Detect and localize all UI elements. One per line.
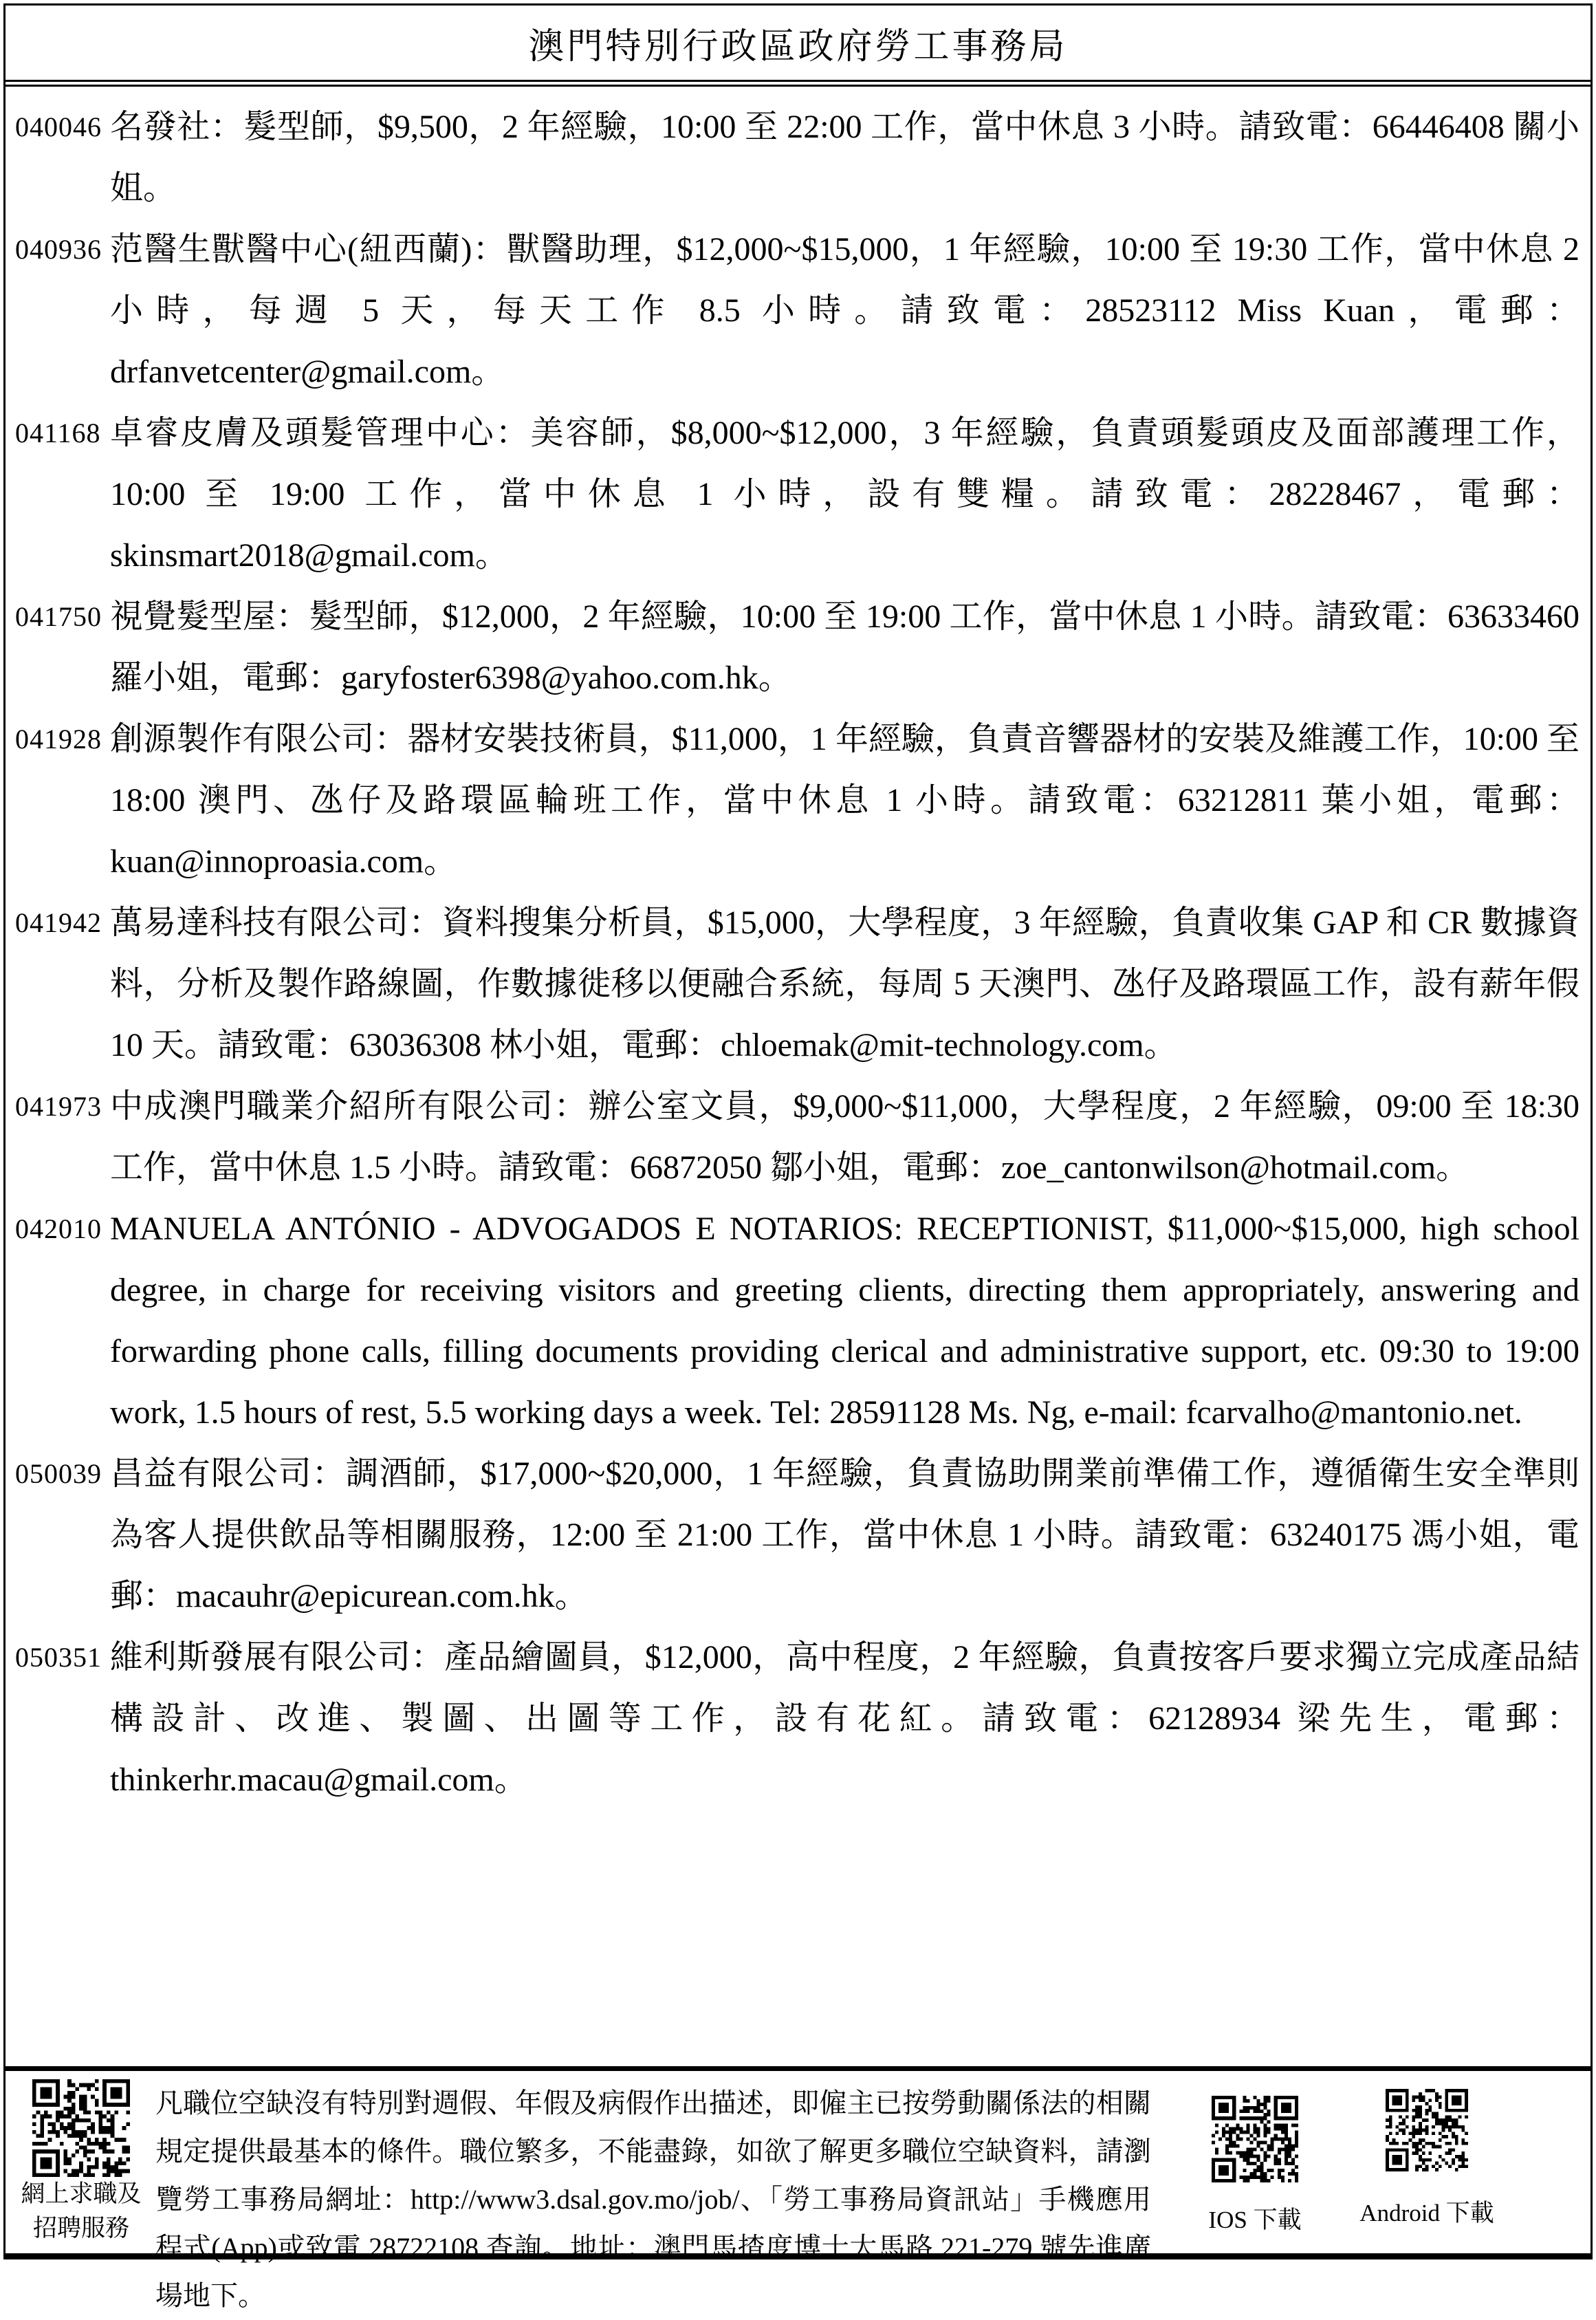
job-id: 040936 (15, 234, 102, 265)
job-id: 041942 (15, 907, 102, 938)
job-id: 050039 (15, 1458, 102, 1489)
online-service-block (14, 2079, 149, 2249)
job-description: 視覺髮型屋：髮型師，$12,000，2 年經驗，10:00 至 19:00 工作，當中休息 1 小時。請致電：63633460 羅小姐，電郵：garyfoster6398@yahoo.com.hk。 (110, 598, 1579, 696)
footer-notice: 凡職位空缺沒有特別對週假、年假及病假作出描述，即僱主已按勞動關係法的相關規定提供最基本的條件。職位繁多，不能盡錄，如欲了解更多職位空缺資料，請瀏覽勞工事務局網址：http://www3.dsal.gov.mo/job/、「勞工事務局資訊站」手機應用程式(App)或致電 28722108 查詢。地址：澳門馬揸度博士大馬路 221-279 號先進廣場地下。 (155, 2088, 1151, 2311)
ios-download-caption: IOS 下載 (1208, 2207, 1302, 2233)
job-listing-row (15, 586, 1579, 708)
online-service-caption-line2: 招聘服務 (32, 2215, 129, 2242)
qr-code-ios-download-icon (1212, 2096, 1298, 2182)
job-description: MANUELA ANTÓNIO - ADVOGADOS E NOTARIOS: RECEPTIONIST, $11,000~$15,000, high school degree, in charge for receiving visitors and greeting clients, directing them appropriately, answering and forwarding phone calls, filling documents providing clerical and administrative support, etc. 09:30 to 19:00 work, 1.5 hours of rest, 5.5 working days a week. Tel: 28591128 Ms. Ng, e-mail: fcarvalho@mantonio.net. (110, 1211, 1579, 1431)
online-service-caption-line1: 網上求職及 (21, 2180, 142, 2207)
qr-code-android-download-icon (1386, 2089, 1468, 2171)
job-listing-row (15, 1627, 1579, 1810)
job-description: 創源製作有限公司：器材安裝技術員，$11,000，1 年經驗，負責音響器材的安裝及維護工作，10:00 至 18:00 澳門、氹仔及路環區輪班工作，當中休息 1 小時。請致電：63212811 葉小姐，電郵：kuan@innoproasia.com。 (110, 721, 1579, 880)
job-description: 維利斯發展有限公司：產品繪圖員，$12,000，高中程度，2 年經驗，負責按客戶要求獨立完成產品結構設計、改進、製圖、出圖等工作，設有花紅。請致電：62128934 梁先生，電郵：thinkerhr.macau@gmail.com。 (110, 1639, 1579, 1798)
job-id: 050351 (15, 1642, 102, 1673)
job-description: 昌益有限公司：調酒師，$17,000~$20,000，1 年經驗，負責協助開業前準備工作，遵循衛生安全準則為客人提供飲品等相關服務，12:00 至 21:00 工作，當中休息 1 小時。請致電：63240175 馮小姐，電郵：macauhr@epicurean.com.hk。 (110, 1455, 1579, 1614)
job-listing-row (15, 708, 1579, 892)
job-listing-row (15, 1076, 1579, 1198)
footer (6, 2066, 1590, 2311)
job-id: 041168 (15, 418, 101, 448)
job-id: 041750 (15, 601, 102, 632)
android-download-block (1341, 2079, 1513, 2249)
page-title: 澳門特別行政區政府勞工事務局 (528, 27, 1068, 67)
job-description: 中成澳門職業介紹所有限公司：辦公室文員，$9,000~$11,000，大學程度，2 年經驗，09:00 至 18:30 工作，當中休息 1.5 小時。請致電：66872050 鄒小姐，電郵：zoe_cantonwilson@hotmail.com。 (110, 1088, 1579, 1186)
job-listing-row (15, 219, 1579, 402)
job-listing-row (15, 1443, 1579, 1627)
job-id: 040046 (15, 111, 102, 142)
job-description: 名發社：髮型師，$9,500，2 年經驗，10:00 至 22:00 工作，當中休息 3 小時。請致電：66446408 關小姐。 (110, 109, 1579, 206)
job-listing-row (15, 1198, 1579, 1443)
android-download-caption: Android 下載 (1359, 2200, 1494, 2226)
ios-download-block (1169, 2079, 1341, 2249)
document-page (3, 3, 1593, 2311)
job-listing-row (15, 96, 1579, 219)
job-id: 042010 (15, 1213, 102, 1244)
job-description: 范醫生獸醫中心(紐西蘭)：獸醫助理，$12,000~$15,000，1 年經驗，10:00 至 19:30 工作，當中休息 2 小時，每週 5 天，每天工作 8.5 小時。請致電：28523112 Miss Kuan，電郵：drfanvetcenter@gmail.com。 (110, 231, 1579, 390)
job-description: 萬易達科技有限公司：資料搜集分析員，$15,000，大學程度，3 年經驗，負責收集 GAP 和 CR 數據資料，分析及製作路線圖，作數據徙移以便融合系統，每周 5 天澳門、氹仔及路環區工作，設有薪年假 10 天。請致電：63036308 林小姐，電郵：chloemak@mit-technology.com。 (110, 904, 1579, 1063)
job-id: 041973 (15, 1091, 102, 1122)
job-description: 卓睿皮膚及頭髮管理中心：美容師，$8,000~$12,000，3 年經驗，負責頭髮頭皮及面部護理工作，10:00 至 19:00 工作，當中休息 1 小時，設有雙糧。請致電：28228467，電郵：skinsmart2018@gmail.com。 (110, 415, 1579, 574)
job-list (6, 87, 1590, 2066)
job-id: 041928 (15, 724, 102, 755)
qr-code-online-job-service-icon (32, 2079, 130, 2177)
document-header (6, 6, 1590, 87)
job-listing-row (15, 892, 1579, 1076)
job-listing-row (15, 402, 1579, 586)
